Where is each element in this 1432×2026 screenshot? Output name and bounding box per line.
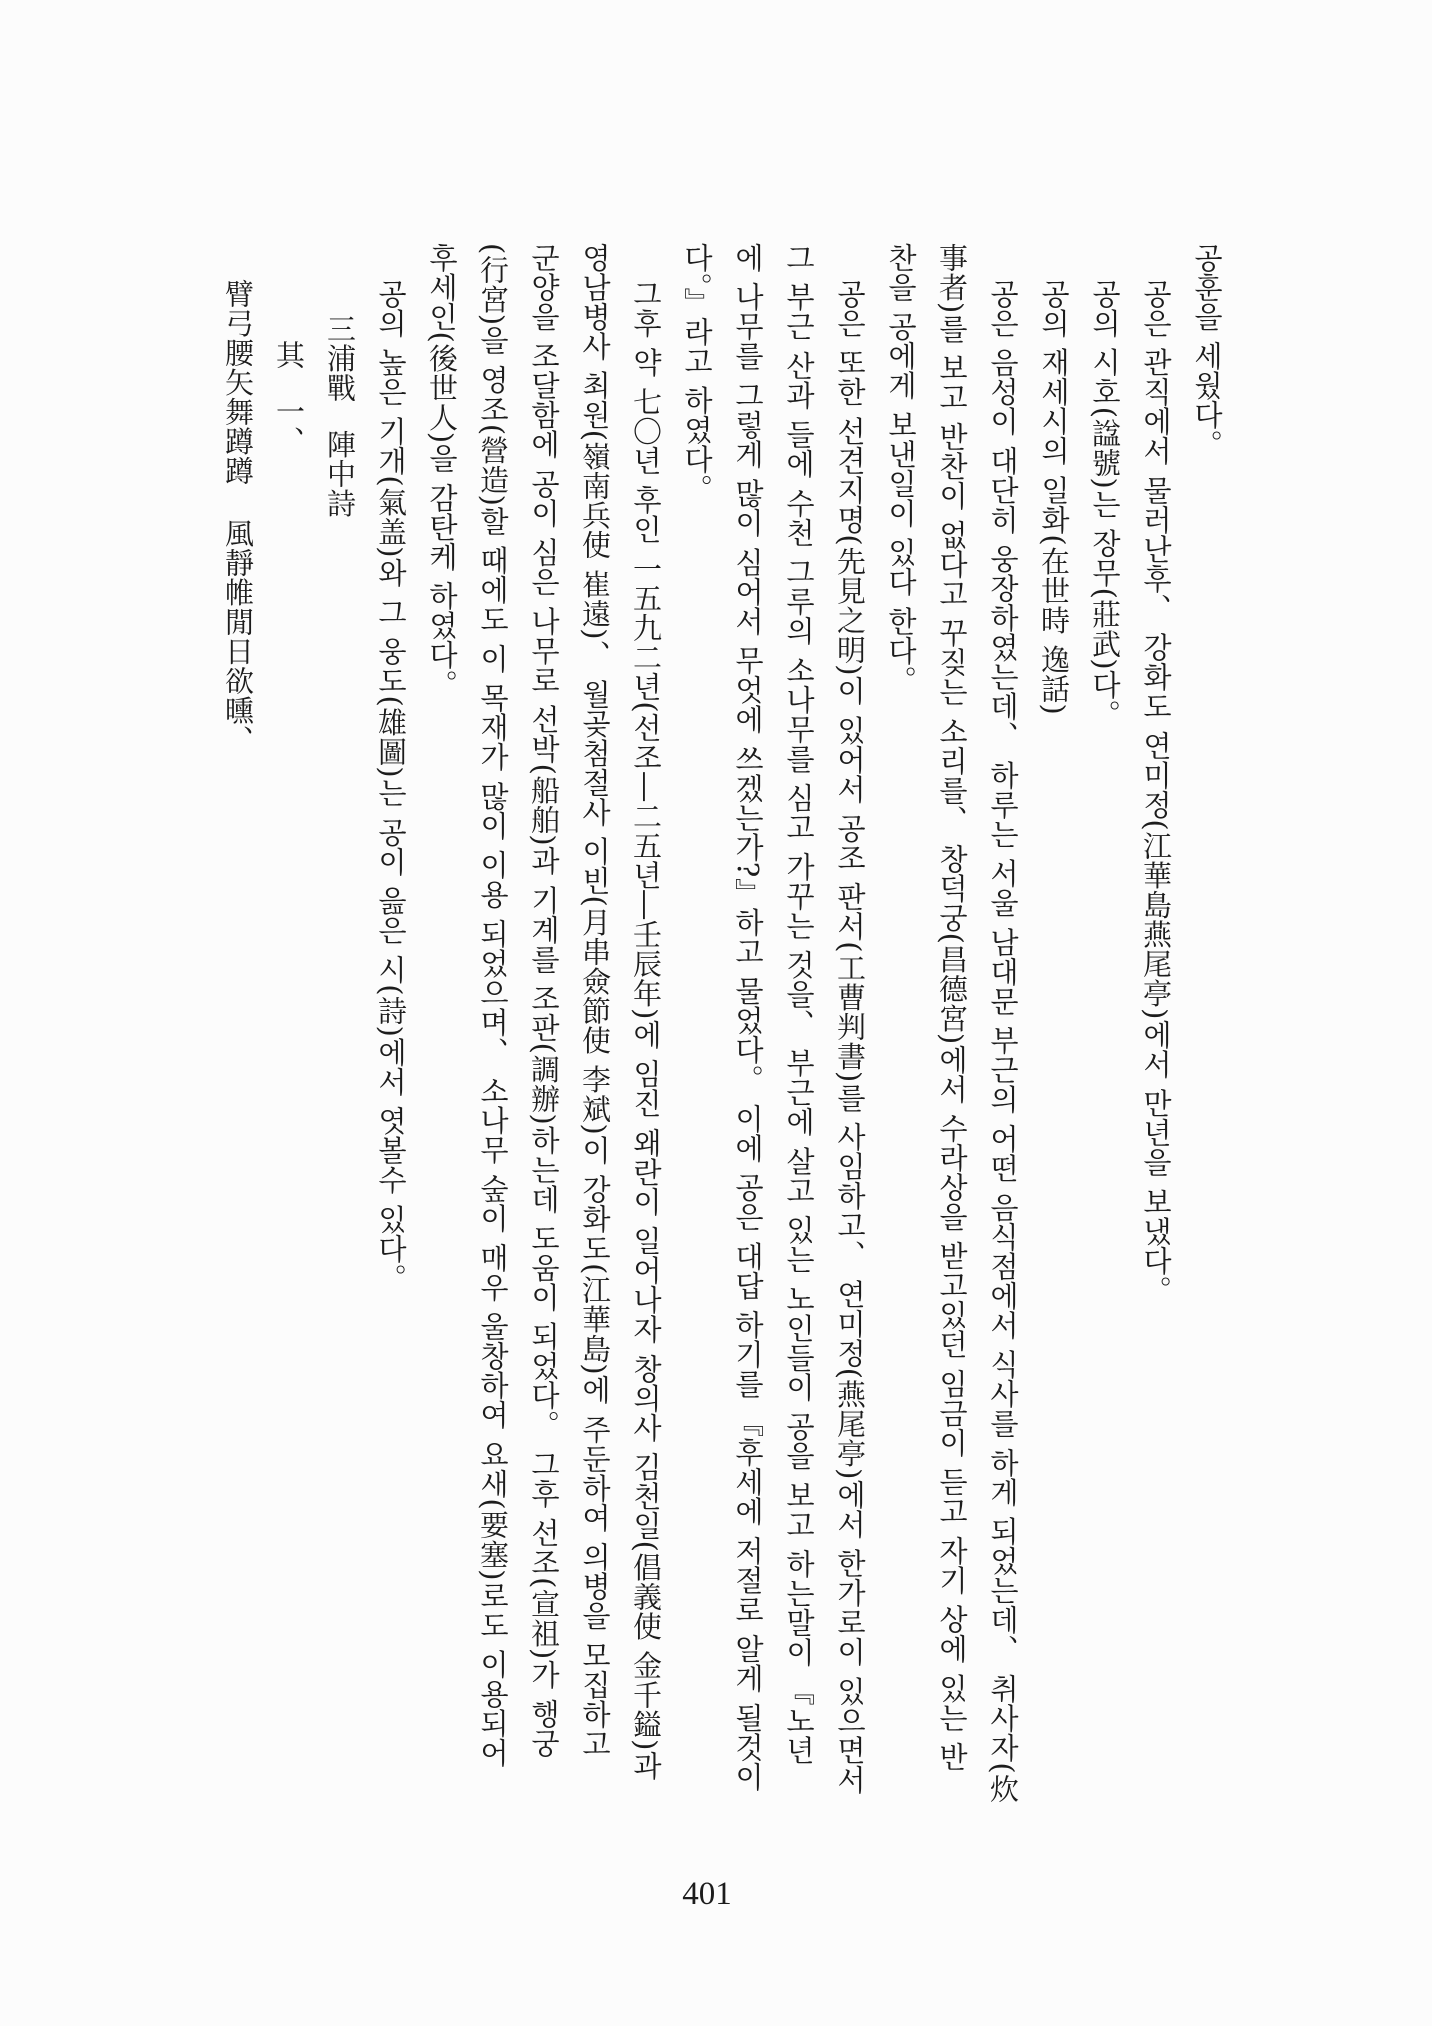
text-column: 에 나무를 그렇게 많이 심어서 무엇에 쓰겠는가?』하고 물었다。 이에 공은 대답 하기를 『후세에 저절로 알게 될것이: [731, 243, 765, 1792]
text-column: 그 부근 산과 들에 수천 그루의 소나무를 심고 가꾸는 것을、 부근에 살고 있는 노인들이 공을 보고 하는말이 『노년: [782, 243, 816, 1766]
text-column: 찬을 공에게 보낸일이 있다 한다。: [884, 243, 918, 695]
text-column: 공의 높은 기개(氣盖)와 그 웅도(雄圖)는 공이 읊은 시(詩)에서 엿볼수 있다。: [374, 279, 408, 1293]
text-column: 영남병사 최원(嶺南兵使 崔遠)、 월곶첨절사 이빈(月串僉節使 李斌)이 강화도(江華島)에 주둔하여 의병을 모집하고: [578, 243, 612, 1759]
text-column: 그후 약 七〇년 후인 一五九二년(선조―二五년―壬辰年)에 임진 왜란이 일어나자 창의사 김천일(倡義使 金千鎰)과: [629, 279, 663, 1781]
text-column: 공은 음성이 대단히 웅장하였는데、 하루는 서울 남대문 부근의 어떤 음식점에서 식사를 하게 되었는데、 취사자(炊: [986, 279, 1020, 1804]
poem-title: 三浦戰 陣中詩: [323, 314, 357, 519]
text-column: 후세인(後世人)을 감탄케 하였다。: [425, 243, 459, 700]
text-column: 다。』라고 하였다。: [680, 243, 714, 504]
text-column: 공의 시호(諡號)는 장무(莊武)다。: [1088, 279, 1122, 730]
text-column: 공은 관직에서 물러난후、 강화도 연미정(江華島燕尾亭)에서 만년을 보냈다。: [1139, 279, 1173, 1305]
text-column: 事者)를 보고 반찬이 없다고 꾸짖는 소리를、 창덕궁(昌德宮)에서 수라상을 받고있던 임금이 듣고 자기 상에 있는 반: [935, 243, 969, 1772]
text-column: 공훈을 세웠다。: [1190, 243, 1224, 460]
poem-section-label: 其 一、: [272, 340, 306, 456]
section-heading: 공의 재세시의 일화(在世時 逸話): [1037, 279, 1071, 716]
text-column: (行宮)을 영조(營造)할 때에도 이 목재가 많이 이용 되었으며、 소나무 숲이 매우 울창하여 요새(要塞)로도 이용되어: [476, 243, 510, 1768]
body-text: [212, 243, 1232, 1843]
text-column: 군양을 조달함에 공이 심은 나무로 선박(船舶)과 기계를 조판(調辦)하는데 도움이 되었다。 그후 선조(宣祖)가 행궁: [527, 243, 561, 1759]
page-number: 401: [682, 1876, 732, 1912]
text-column: 공은 또한 선견지명(先見之明)이 있어서 공조 판서(工曹判書)를 사임하고、 연미정(燕尾亭)에서 한가로이 있으면서: [833, 279, 867, 1795]
poem-verse: 臂弓腰矢舞蹲蹲 風靜帷閒日欲曛、: [221, 279, 255, 755]
